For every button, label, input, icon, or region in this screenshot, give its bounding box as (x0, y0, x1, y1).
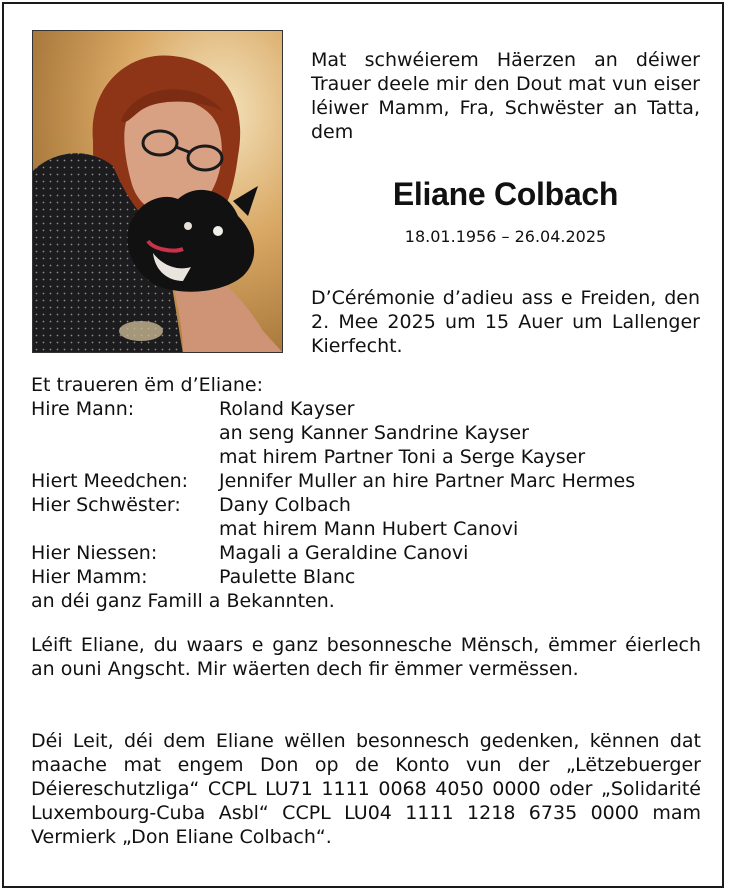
mourner-relation (31, 445, 219, 469)
mourner-names: mat hirem Mann Hubert Canovi (219, 518, 519, 540)
mourner-relation: Hier Niessen: (31, 542, 158, 564)
mourners-list (31, 373, 701, 613)
life-dates: 18.01.1956 – 26.04.2025 (404, 227, 607, 246)
mourner-row (31, 469, 701, 493)
mourner-relation (31, 517, 219, 541)
portrait-illustration (33, 31, 283, 353)
mourner-names: Jennifer Muller an hire Partner Marc Hermes (219, 470, 636, 492)
portrait-photo (32, 30, 283, 353)
mourner-row (31, 541, 701, 565)
mourner-row (31, 493, 701, 517)
tribute-text: Léift Eliane, du waars e ganz besonnesche Mënsch, ëmmer éierlech an ouni Angscht. Mir wäerten dech fir ëmmer vermëssen. (31, 634, 701, 680)
mourner-row (31, 517, 701, 541)
mourners-heading: Et traueren ëm d’Eliane: (31, 374, 263, 396)
mourner-relation (31, 421, 219, 445)
intro-text: Mat schwéierem Häerzen an déiwer Trauer deele mir den Dout mat vun eiser léiwer Mamm, Fra, Schwëster an Tatta, dem (311, 49, 700, 143)
mourner-row (31, 445, 701, 469)
mourner-relation: Hier Mamm: (31, 566, 148, 588)
deceased-name: Eliane Colbach (392, 176, 619, 212)
mourner-names: Magali a Geraldine Canovi (219, 542, 469, 564)
mourner-relation: Hiert Meedchen: (31, 470, 189, 492)
mourner-relation: Hire Mann: (31, 398, 135, 420)
mourner-row (31, 421, 701, 445)
donation-text: Déi Leit, déi dem Eliane wëllen besonnesch gedenken, kënnen dat maache mat engem Don op de Konto vun der „Lëtzebuerger Déiereschutzliga“ CCPL LU71 1111 0068 4050 0000 oder „Solidarité Luxembourg-Cuba Asbl“ CCPL LU04 1111 1218 6735 0000 mam Vermierk „Don Eliane Colbach“. (31, 730, 701, 848)
mourners-footer: an déi ganz Famill a Bekannten. (31, 590, 335, 612)
mourner-names: Dany Colbach (219, 494, 351, 516)
mourner-row (31, 565, 701, 589)
mourner-names: an seng Kanner Sandrine Kayser (219, 422, 529, 444)
mourner-row (31, 397, 701, 421)
mourner-names: Roland Kayser (219, 398, 355, 420)
mourner-names: Paulette Blanc (219, 566, 356, 588)
ceremony-text: D’Cérémonie d’adieu ass e Freiden, den 2. Mee 2025 um 15 Auer um Lallenger Kierfecht. (311, 287, 700, 357)
mourner-relation: Hier Schwëster: (31, 494, 181, 516)
mourner-names: mat hirem Partner Toni a Serge Kayser (219, 446, 586, 468)
